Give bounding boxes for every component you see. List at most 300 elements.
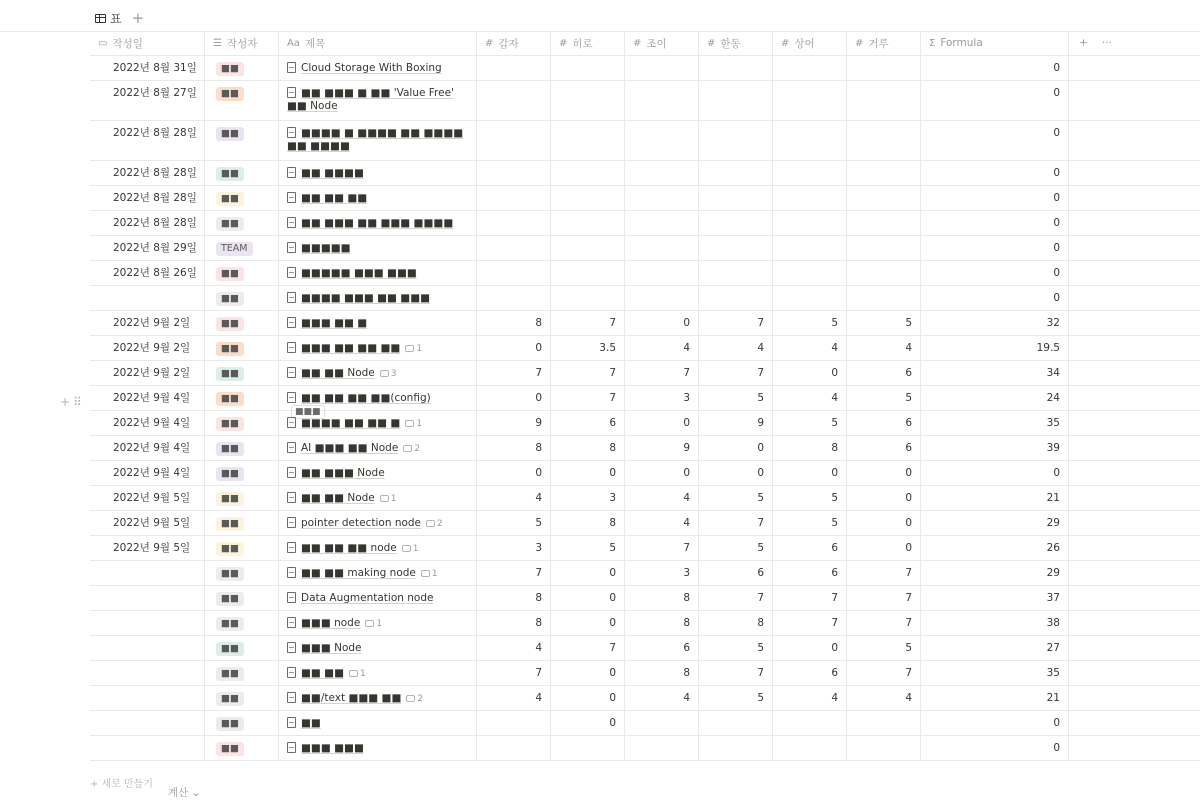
add-column-button[interactable]: +	[1079, 37, 1088, 49]
score-cell[interactable]: 0	[699, 461, 773, 485]
column-header-6[interactable]	[699, 31, 773, 55]
table-row[interactable]	[90, 586, 1200, 611]
column-header-7[interactable]	[773, 31, 847, 55]
date-cell[interactable]	[90, 661, 205, 685]
title-text[interactable]: ■■■■ ■ ■■■■ ■■ ■■■■ ■■ ■■■■	[287, 127, 464, 152]
date-cell[interactable]	[90, 686, 205, 710]
score-cell[interactable]: 5	[699, 686, 773, 710]
title-text[interactable]: ■■■■■	[301, 242, 351, 254]
table-row[interactable]	[90, 711, 1200, 736]
author-cell[interactable]	[205, 361, 279, 385]
score-cell[interactable]: 0	[551, 711, 625, 735]
score-cell[interactable]: 0	[551, 661, 625, 685]
score-cell[interactable]	[699, 286, 773, 310]
title-text[interactable]: ■■ ■■	[301, 667, 345, 679]
score-cell[interactable]: 8	[477, 436, 551, 460]
score-cell[interactable]	[551, 236, 625, 260]
score-cell[interactable]	[847, 261, 921, 285]
title-text[interactable]: ■■ ■■ ■■ node	[301, 542, 397, 554]
score-cell[interactable]: 7	[699, 361, 773, 385]
score-cell[interactable]	[625, 211, 699, 235]
score-cell[interactable]: 5	[699, 486, 773, 510]
title-cell[interactable]	[279, 661, 477, 685]
title-cell[interactable]	[279, 686, 477, 710]
title-cell[interactable]	[279, 236, 477, 260]
author-cell[interactable]	[205, 121, 279, 160]
score-cell[interactable]: 4	[625, 511, 699, 535]
date-cell[interactable]: 2022년 8월 31일	[90, 56, 205, 80]
title-cell[interactable]	[279, 536, 477, 560]
table-row[interactable]	[90, 536, 1200, 561]
score-cell[interactable]	[699, 211, 773, 235]
score-cell[interactable]: 4	[847, 336, 921, 360]
author-cell[interactable]	[205, 161, 279, 185]
title-text[interactable]: ■■■ Node	[301, 642, 362, 654]
title-text[interactable]: ■■	[301, 717, 321, 729]
column-header-1[interactable]	[205, 31, 279, 55]
score-cell[interactable]	[773, 186, 847, 210]
score-cell[interactable]: 5	[773, 486, 847, 510]
score-cell[interactable]: 7	[847, 611, 921, 635]
score-cell[interactable]	[625, 56, 699, 80]
author-cell[interactable]	[205, 386, 279, 410]
score-cell[interactable]: 5	[847, 636, 921, 660]
score-cell[interactable]: 4	[699, 336, 773, 360]
date-cell[interactable]	[90, 586, 205, 610]
score-cell[interactable]: 7	[699, 586, 773, 610]
score-cell[interactable]: 8	[625, 611, 699, 635]
score-cell[interactable]	[773, 161, 847, 185]
score-cell[interactable]	[477, 286, 551, 310]
score-cell[interactable]: 7	[699, 661, 773, 685]
score-cell[interactable]: 0	[847, 461, 921, 485]
score-cell[interactable]: 5	[773, 311, 847, 335]
column-header-0[interactable]	[90, 31, 205, 55]
table-row[interactable]	[90, 336, 1200, 361]
score-cell[interactable]	[477, 236, 551, 260]
score-cell[interactable]: 8	[699, 611, 773, 635]
score-cell[interactable]	[551, 186, 625, 210]
score-cell[interactable]: 4	[773, 386, 847, 410]
author-cell[interactable]	[205, 711, 279, 735]
date-cell[interactable]: 2022년 9월 5일	[90, 536, 205, 560]
score-cell[interactable]: 0	[847, 511, 921, 535]
score-cell[interactable]	[477, 161, 551, 185]
score-cell[interactable]	[847, 736, 921, 760]
title-cell[interactable]	[279, 121, 477, 160]
author-cell[interactable]	[205, 686, 279, 710]
author-cell[interactable]	[205, 661, 279, 685]
table-row[interactable]	[90, 121, 1200, 161]
date-cell[interactable]: 2022년 9월 2일	[90, 361, 205, 385]
table-row[interactable]	[90, 81, 1200, 121]
date-cell[interactable]: 2022년 8월 28일	[90, 186, 205, 210]
title-text[interactable]: ■■■■■ ■■■ ■■■	[301, 267, 417, 279]
score-cell[interactable]	[773, 236, 847, 260]
date-cell[interactable]: 2022년 9월 4일	[90, 386, 205, 410]
title-text[interactable]: ■■■ ■■ ■■ ■■	[301, 342, 401, 354]
score-cell[interactable]	[625, 161, 699, 185]
score-cell[interactable]: 0	[477, 336, 551, 360]
score-cell[interactable]: 7	[773, 586, 847, 610]
score-cell[interactable]: 4	[625, 686, 699, 710]
score-cell[interactable]	[625, 186, 699, 210]
score-cell[interactable]: 6	[847, 411, 921, 435]
score-cell[interactable]: 0	[477, 461, 551, 485]
date-cell[interactable]: 2022년 9월 5일	[90, 486, 205, 510]
score-cell[interactable]: 8	[625, 586, 699, 610]
title-text[interactable]: ■■■ ■■ ■	[301, 317, 368, 329]
table-row[interactable]	[90, 161, 1200, 186]
column-header-5[interactable]	[625, 31, 699, 55]
score-cell[interactable]	[847, 211, 921, 235]
new-row-button[interactable]: + 새로 만들기	[90, 779, 154, 790]
more-options-button[interactable]: ···	[1101, 37, 1112, 49]
score-cell[interactable]: 7	[625, 361, 699, 385]
title-cell[interactable]	[279, 186, 477, 210]
score-cell[interactable]: 7	[477, 361, 551, 385]
score-cell[interactable]	[773, 261, 847, 285]
author-cell[interactable]	[205, 561, 279, 585]
date-cell[interactable]: 2022년 9월 4일	[90, 436, 205, 460]
title-text[interactable]: ■■■ node	[301, 617, 361, 629]
author-cell[interactable]	[205, 261, 279, 285]
table-row[interactable]	[90, 461, 1200, 486]
score-cell[interactable]: 9	[699, 411, 773, 435]
score-cell[interactable]	[625, 236, 699, 260]
column-header-2[interactable]	[279, 31, 477, 55]
score-cell[interactable]: 8	[625, 661, 699, 685]
author-cell[interactable]	[205, 211, 279, 235]
score-cell[interactable]	[477, 186, 551, 210]
score-cell[interactable]: 3	[551, 486, 625, 510]
score-cell[interactable]: 4	[773, 336, 847, 360]
title-cell[interactable]	[279, 311, 477, 335]
score-cell[interactable]	[551, 56, 625, 80]
score-cell[interactable]	[773, 121, 847, 160]
score-cell[interactable]: 6	[773, 661, 847, 685]
date-cell[interactable]: 2022년 8월 28일	[90, 161, 205, 185]
title-cell[interactable]	[279, 161, 477, 185]
score-cell[interactable]: 7	[551, 311, 625, 335]
score-cell[interactable]: 8	[477, 586, 551, 610]
author-cell[interactable]	[205, 336, 279, 360]
score-cell[interactable]: 4	[477, 486, 551, 510]
score-cell[interactable]: 5	[773, 511, 847, 535]
score-cell[interactable]: 9	[625, 436, 699, 460]
score-cell[interactable]: 4	[477, 636, 551, 660]
title-text[interactable]: ■■ ■■ ■■	[301, 192, 368, 204]
title-text[interactable]: ■■ ■■■ Node	[301, 467, 385, 479]
score-cell[interactable]: 0	[773, 461, 847, 485]
score-cell[interactable]: 7	[477, 561, 551, 585]
score-cell[interactable]: 0	[551, 461, 625, 485]
table-row[interactable]	[90, 186, 1200, 211]
score-cell[interactable]: 7	[699, 311, 773, 335]
table-row[interactable]	[90, 561, 1200, 586]
score-cell[interactable]: 6	[773, 536, 847, 560]
score-cell[interactable]: 6	[699, 561, 773, 585]
score-cell[interactable]	[625, 736, 699, 760]
score-cell[interactable]	[477, 711, 551, 735]
tab-table[interactable]	[95, 10, 122, 27]
score-cell[interactable]	[847, 81, 921, 120]
title-text[interactable]: ■■■■ ■■ ■■ ■	[301, 417, 401, 429]
column-header-3[interactable]	[477, 31, 551, 55]
score-cell[interactable]: 6	[847, 436, 921, 460]
score-cell[interactable]	[477, 121, 551, 160]
author-cell[interactable]	[205, 486, 279, 510]
date-cell[interactable]: 2022년 8월 28일	[90, 121, 205, 160]
title-cell[interactable]	[279, 636, 477, 660]
title-cell[interactable]	[279, 461, 477, 485]
score-cell[interactable]	[699, 261, 773, 285]
score-cell[interactable]: 7	[847, 661, 921, 685]
score-cell[interactable]	[699, 56, 773, 80]
author-cell[interactable]	[205, 611, 279, 635]
add-view-button[interactable]: +	[131, 8, 145, 27]
table-row[interactable]	[90, 261, 1200, 286]
score-cell[interactable]: 8	[477, 311, 551, 335]
score-cell[interactable]	[847, 161, 921, 185]
title-cell[interactable]	[279, 411, 477, 435]
table-row[interactable]	[90, 411, 1200, 436]
score-cell[interactable]	[847, 121, 921, 160]
score-cell[interactable]: 5	[551, 536, 625, 560]
score-cell[interactable]: 0	[847, 486, 921, 510]
score-cell[interactable]: 9	[477, 411, 551, 435]
score-cell[interactable]	[847, 56, 921, 80]
author-cell[interactable]	[205, 511, 279, 535]
author-cell[interactable]	[205, 461, 279, 485]
author-cell[interactable]	[205, 536, 279, 560]
table-row[interactable]	[90, 511, 1200, 536]
date-cell[interactable]: 2022년 9월 2일	[90, 336, 205, 360]
score-cell[interactable]: 6	[625, 636, 699, 660]
title-cell[interactable]	[279, 511, 477, 535]
author-cell[interactable]	[205, 436, 279, 460]
title-text[interactable]: ■■ ■■ making node	[301, 567, 416, 579]
score-cell[interactable]: 8	[477, 611, 551, 635]
score-cell[interactable]	[551, 121, 625, 160]
date-cell[interactable]	[90, 636, 205, 660]
date-cell[interactable]	[90, 736, 205, 760]
score-cell[interactable]: 0	[625, 311, 699, 335]
score-cell[interactable]: 0	[699, 436, 773, 460]
title-cell[interactable]	[279, 211, 477, 235]
date-cell[interactable]	[90, 561, 205, 585]
score-cell[interactable]	[551, 286, 625, 310]
score-cell[interactable]: 4	[477, 686, 551, 710]
author-cell[interactable]	[205, 56, 279, 80]
score-cell[interactable]: 8	[773, 436, 847, 460]
score-cell[interactable]	[847, 186, 921, 210]
table-row[interactable]	[90, 636, 1200, 661]
score-cell[interactable]: 7	[699, 511, 773, 535]
score-cell[interactable]: 0	[551, 611, 625, 635]
author-cell[interactable]	[205, 286, 279, 310]
title-cell[interactable]	[279, 486, 477, 510]
title-cell[interactable]	[279, 736, 477, 760]
title-text[interactable]: ■■■■ ■■■ ■■ ■■■	[301, 292, 431, 304]
score-cell[interactable]	[699, 186, 773, 210]
score-cell[interactable]: 5	[847, 386, 921, 410]
score-cell[interactable]: 0	[847, 536, 921, 560]
title-cell[interactable]	[279, 586, 477, 610]
score-cell[interactable]: 0	[773, 361, 847, 385]
score-cell[interactable]: 7	[551, 361, 625, 385]
score-cell[interactable]: 3	[477, 536, 551, 560]
date-cell[interactable]: 2022년 8월 28일	[90, 211, 205, 235]
score-cell[interactable]	[699, 711, 773, 735]
score-cell[interactable]: 0	[551, 561, 625, 585]
score-cell[interactable]: 6	[551, 411, 625, 435]
title-text[interactable]: ■■■ ■■■	[301, 742, 364, 754]
score-cell[interactable]	[477, 261, 551, 285]
score-cell[interactable]: 5	[699, 386, 773, 410]
title-cell[interactable]	[279, 56, 477, 80]
score-cell[interactable]: 5	[773, 411, 847, 435]
row-drag-handle[interactable]: +⠿	[60, 395, 85, 409]
score-cell[interactable]: 7	[477, 661, 551, 685]
score-cell[interactable]: 7	[551, 636, 625, 660]
date-cell[interactable]: 2022년 8월 26일	[90, 261, 205, 285]
date-cell[interactable]: 2022년 9월 5일	[90, 511, 205, 535]
author-cell[interactable]	[205, 586, 279, 610]
score-cell[interactable]	[699, 121, 773, 160]
author-cell[interactable]	[205, 311, 279, 335]
score-cell[interactable]: 7	[551, 386, 625, 410]
score-cell[interactable]: 0	[625, 411, 699, 435]
score-cell[interactable]	[477, 211, 551, 235]
table-row[interactable]	[90, 611, 1200, 636]
date-cell[interactable]: 2022년 9월 2일	[90, 311, 205, 335]
date-cell[interactable]: 2022년 9월 4일	[90, 411, 205, 435]
table-row[interactable]	[90, 736, 1200, 761]
score-cell[interactable]	[699, 81, 773, 120]
title-text[interactable]: AI ■■■ ■■ Node	[301, 442, 399, 454]
title-text[interactable]: ■■ ■■■ ■■ ■■■ ■■■■	[301, 217, 454, 229]
score-cell[interactable]: 3.5	[551, 336, 625, 360]
title-cell[interactable]	[279, 286, 477, 310]
table-row[interactable]	[90, 661, 1200, 686]
score-cell[interactable]	[625, 261, 699, 285]
title-cell[interactable]	[279, 711, 477, 735]
score-cell[interactable]: 5	[699, 636, 773, 660]
column-header-8[interactable]	[847, 31, 921, 55]
score-cell[interactable]: 4	[847, 686, 921, 710]
title-text[interactable]: Cloud Storage With Boxing	[301, 62, 442, 74]
table-row[interactable]	[90, 386, 1200, 417]
table-row[interactable]	[90, 211, 1200, 236]
date-cell[interactable]	[90, 286, 205, 310]
score-cell[interactable]	[699, 736, 773, 760]
date-cell[interactable]: 2022년 8월 29일	[90, 236, 205, 260]
title-text[interactable]: ■■ ■■■ ■ ■■ 'Value Free' ■■ Node	[287, 87, 454, 112]
score-cell[interactable]	[477, 736, 551, 760]
calculate-button[interactable]: 계산 ⌄	[168, 787, 201, 799]
table-row[interactable]	[90, 486, 1200, 511]
title-text[interactable]: ■■ ■■ ■■ ■■(config)	[301, 392, 431, 404]
score-cell[interactable]: 5	[847, 311, 921, 335]
score-cell[interactable]	[551, 81, 625, 120]
date-cell[interactable]: 2022년 8월 27일	[90, 81, 205, 120]
title-text[interactable]: Data Augmentation node	[301, 592, 434, 604]
title-cell[interactable]	[279, 611, 477, 635]
title-text[interactable]: ■■ ■■ Node	[301, 492, 375, 504]
score-cell[interactable]	[477, 81, 551, 120]
score-cell[interactable]: 7	[625, 536, 699, 560]
score-cell[interactable]	[625, 286, 699, 310]
score-cell[interactable]	[773, 286, 847, 310]
score-cell[interactable]: 4	[773, 686, 847, 710]
column-header-4[interactable]	[551, 31, 625, 55]
score-cell[interactable]	[847, 286, 921, 310]
title-cell[interactable]	[279, 261, 477, 285]
score-cell[interactable]	[773, 711, 847, 735]
title-cell[interactable]	[279, 361, 477, 385]
author-cell[interactable]	[205, 636, 279, 660]
date-cell[interactable]: 2022년 9월 4일	[90, 461, 205, 485]
score-cell[interactable]	[699, 161, 773, 185]
title-text[interactable]: pointer detection node	[301, 517, 422, 529]
score-cell[interactable]	[551, 161, 625, 185]
score-cell[interactable]	[773, 81, 847, 120]
score-cell[interactable]	[699, 236, 773, 260]
table-row[interactable]	[90, 236, 1200, 261]
score-cell[interactable]	[847, 711, 921, 735]
score-cell[interactable]	[625, 81, 699, 120]
score-cell[interactable]	[551, 211, 625, 235]
score-cell[interactable]: 5	[477, 511, 551, 535]
score-cell[interactable]: 6	[847, 361, 921, 385]
title-cell[interactable]	[279, 386, 477, 417]
score-cell[interactable]: 6	[773, 561, 847, 585]
title-cell[interactable]	[279, 436, 477, 460]
score-cell[interactable]: 7	[773, 611, 847, 635]
column-header-9[interactable]	[921, 31, 1069, 55]
score-cell[interactable]: 8	[551, 436, 625, 460]
score-cell[interactable]	[773, 56, 847, 80]
score-cell[interactable]: 0	[477, 386, 551, 410]
author-cell[interactable]	[205, 736, 279, 760]
title-text[interactable]: ■■/text ■■■ ■■	[301, 692, 402, 704]
table-row[interactable]	[90, 286, 1200, 311]
score-cell[interactable]	[847, 236, 921, 260]
score-cell[interactable]	[551, 261, 625, 285]
title-cell[interactable]	[279, 561, 477, 585]
table-row[interactable]	[90, 56, 1200, 81]
title-cell[interactable]	[279, 336, 477, 360]
score-cell[interactable]: 5	[699, 536, 773, 560]
score-cell[interactable]	[773, 736, 847, 760]
score-cell[interactable]	[773, 211, 847, 235]
score-cell[interactable]	[551, 736, 625, 760]
date-cell[interactable]	[90, 611, 205, 635]
title-text[interactable]: ■■ ■■■■	[301, 167, 364, 179]
table-row[interactable]	[90, 311, 1200, 336]
table-row[interactable]	[90, 361, 1200, 386]
open-button[interactable]: ■■■	[291, 405, 325, 419]
score-cell[interactable]	[625, 711, 699, 735]
title-text[interactable]: ■■ ■■ Node	[301, 367, 375, 379]
author-cell[interactable]	[205, 186, 279, 210]
score-cell[interactable]: 0	[551, 686, 625, 710]
score-cell[interactable]: 4	[625, 486, 699, 510]
author-cell[interactable]	[205, 236, 279, 260]
table-row[interactable]	[90, 436, 1200, 461]
score-cell[interactable]: 0	[773, 636, 847, 660]
